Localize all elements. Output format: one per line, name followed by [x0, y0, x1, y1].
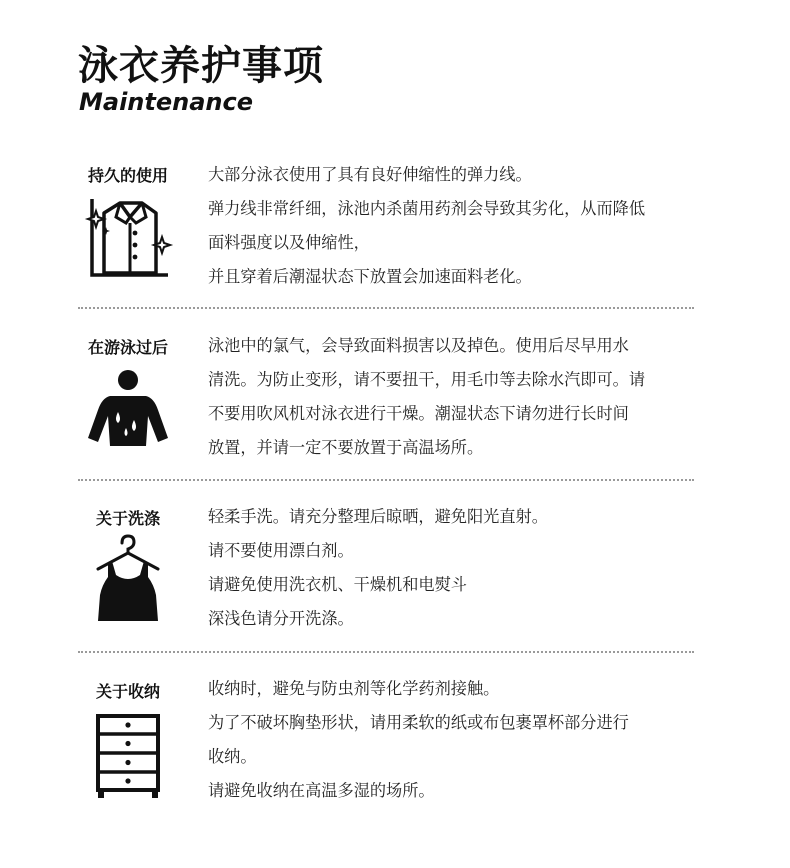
- section-label-washing: 关于洗涤: [95, 509, 160, 528]
- section-divider: [78, 651, 694, 653]
- text-line: 轻柔手洗。请充分整理后晾晒，避免阳光直射。: [208, 507, 548, 526]
- section-text-after-swimming: [208, 329, 708, 465]
- section-text-durable-use: [208, 158, 708, 294]
- text-line: 大部分泳衣使用了具有良好伸缩性的弹力线。: [208, 165, 532, 184]
- section-label-after-swimming: 在游泳过后: [87, 338, 168, 357]
- hanger-tank-top-icon: [82, 533, 174, 625]
- shirt-sparkle-icon: [82, 193, 174, 285]
- section-divider: [78, 307, 694, 309]
- text-line: 请避免收纳在高温多湿的场所。: [208, 781, 435, 800]
- text-line: 收纳时，避免与防虫剂等化学药剂接触。: [208, 679, 500, 698]
- text-line: 请不要使用漂白剂。: [208, 541, 354, 560]
- text-line: 清洗。为防止变形，请不要扭干，用毛巾等去除水汽即可。请: [208, 370, 646, 389]
- section-label-storage: 关于收纳: [95, 682, 160, 701]
- text-line: 放置，并请一定不要放置于高温场所。: [208, 438, 484, 457]
- text-line: 泳池中的氯气，会导致面料损害以及掉色。使用后尽早用水: [208, 336, 629, 355]
- drawer-cabinet-icon: [82, 710, 174, 802]
- page-title: 泳衣养护事项: [78, 43, 324, 89]
- section-text-washing: [208, 500, 708, 636]
- text-line: 面料强度以及伸缩性，: [208, 233, 370, 252]
- text-line: 收纳。: [208, 747, 257, 766]
- text-line: 深浅色请分开洗涤。: [208, 609, 354, 628]
- text-line: 并且穿着后潮湿状态下放置会加速面料老化。: [208, 267, 532, 286]
- section-divider: [78, 479, 694, 481]
- section-label-durable-use: 持久的使用: [87, 166, 168, 185]
- section-text-storage: [208, 672, 708, 808]
- text-line: 请避免使用洗衣机、干燥机和电熨斗: [208, 575, 467, 594]
- text-line: 弹力线非常纤细，泳池内杀菌用药剂会导致其劣化，从而降低: [208, 199, 646, 218]
- text-line: 为了不破坏胸垫形状，请用柔软的纸或布包裹罩杯部分进行: [208, 713, 629, 732]
- wet-person-icon: [82, 366, 174, 458]
- page-subtitle: Maintenance: [79, 88, 254, 116]
- text-line: 不要用吹风机对泳衣进行干燥。潮湿状态下请勿进行长时间: [208, 404, 629, 423]
